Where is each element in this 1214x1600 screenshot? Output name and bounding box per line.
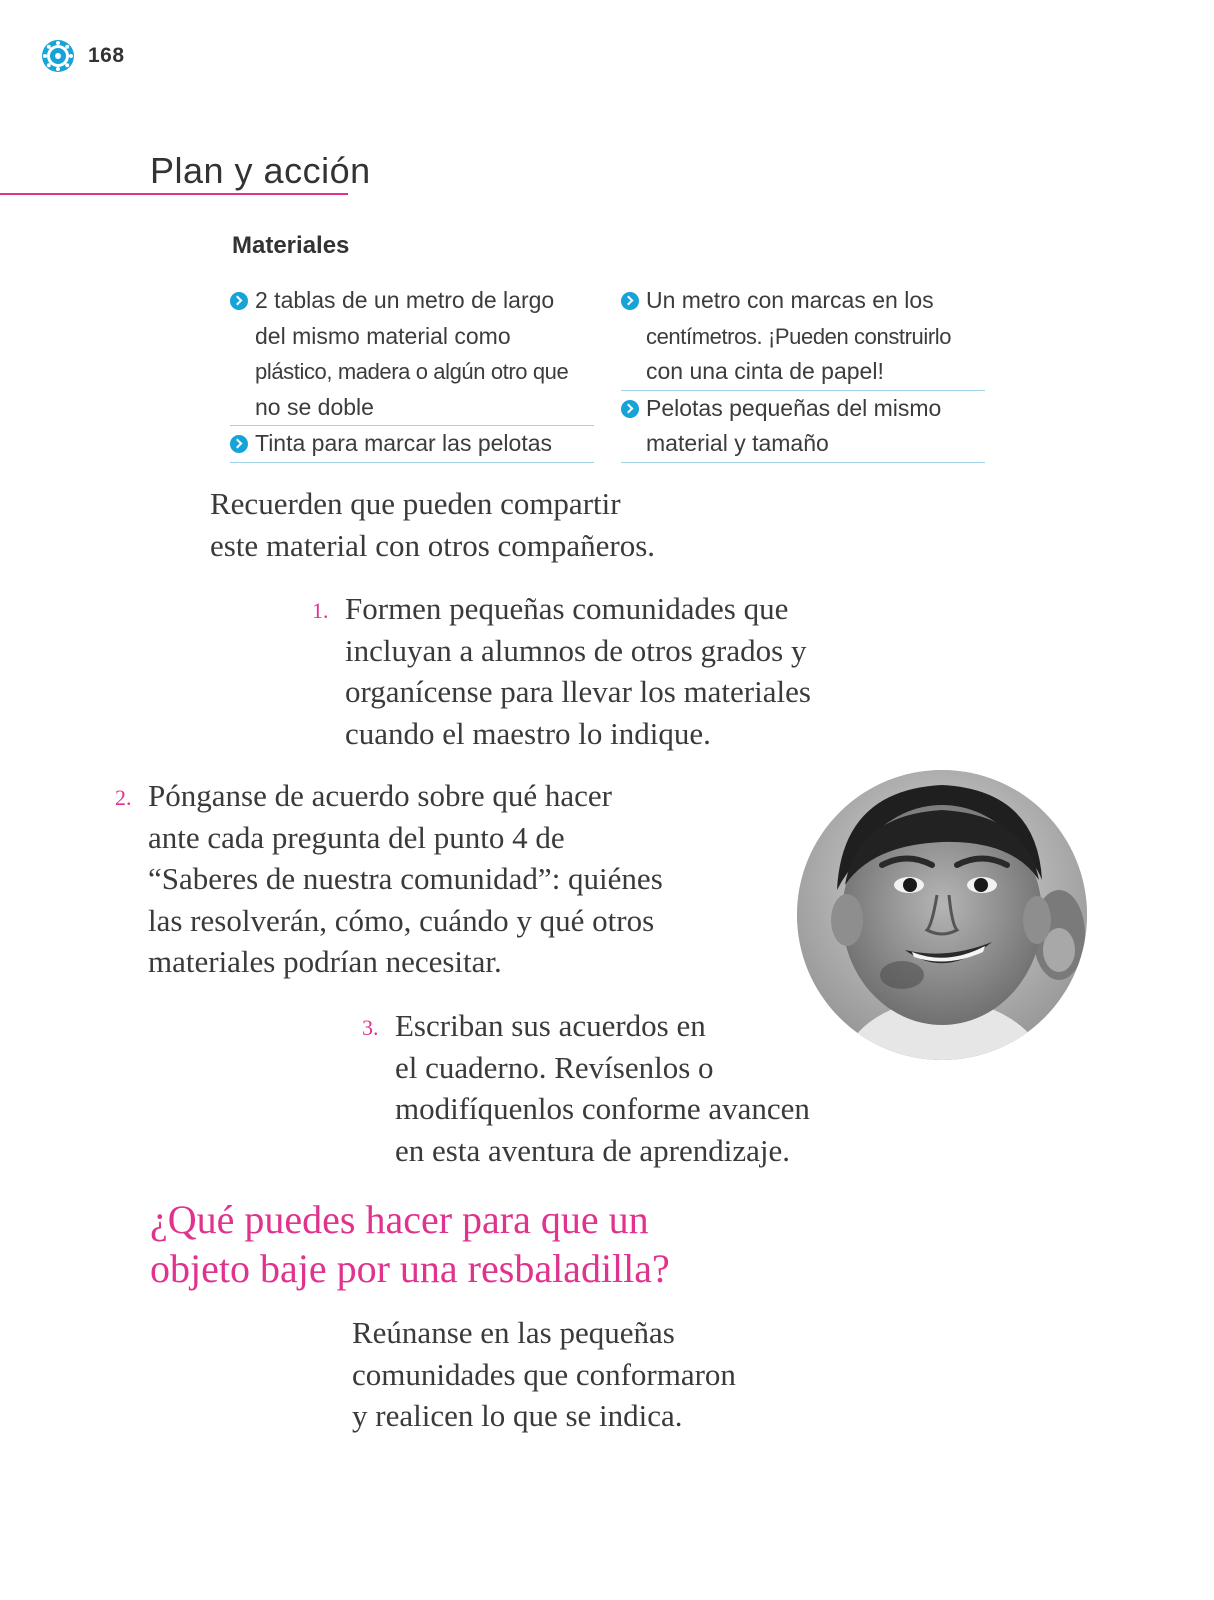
step-line: cuando el maestro lo indique. (345, 715, 711, 751)
chevron-right-circle-icon (621, 292, 639, 310)
material-line: material y tamaño (646, 430, 829, 456)
child-portrait-photo (797, 770, 1087, 1060)
closing-paragraph (352, 1312, 736, 1437)
step-line: Formen pequeñas comunidades que (345, 591, 789, 626)
step-line: el cuaderno. Revísenlos o (395, 1049, 714, 1085)
step-2 (115, 775, 663, 983)
step-number: 1. (312, 598, 329, 623)
question-line: objeto baje por una resbaladilla? (150, 1246, 670, 1291)
material-line: 2 tablas de un metro de largo (255, 287, 555, 313)
step-line: “Saberes de nuestra comunidad”: quiénes (148, 861, 663, 896)
material-line: no se doble (255, 393, 374, 420)
flower-ornament-icon (40, 38, 76, 74)
paragraph-line: comunidades que conformaron (352, 1356, 736, 1392)
step-line: las resolverán, cómo, cuándo y qué otros (148, 902, 655, 938)
step-line: materiales podrían necesitar. (148, 944, 502, 979)
step-number: 2. (115, 785, 132, 810)
step-1 (312, 588, 811, 754)
material-line: con una cinta de papel! (646, 358, 884, 384)
step-line: Escriban sus acuerdos en (395, 1008, 706, 1043)
step-line: Pónganse de acuerdo sobre qué hacer (148, 778, 612, 813)
materials-list-left (230, 283, 594, 463)
step-line: incluyan a alumnos de otros grados y (345, 632, 807, 668)
step-line: organícense para llevar los materiales (345, 674, 811, 709)
question-heading (150, 1195, 670, 1293)
section-title-underline (0, 193, 348, 195)
chevron-right-circle-icon (230, 435, 248, 453)
material-line: Pelotas pequeñas del mismo (646, 394, 942, 421)
paragraph-line: Reúnanse en las pequeñas (352, 1315, 675, 1350)
paragraph-line: este material con otros compañeros. (210, 528, 656, 563)
paragraph-line: y realicen lo que se indica. (352, 1398, 683, 1433)
section-title: Plan y acción (150, 150, 371, 191)
step-number: 3. (362, 1015, 379, 1040)
material-line: centímetros. ¡Pueden construirlo (646, 323, 952, 349)
material-line: Tinta para marcar las pelotas (255, 430, 553, 456)
chevron-right-circle-icon (230, 292, 248, 310)
material-item (230, 283, 594, 426)
intro-paragraph (210, 483, 655, 567)
material-item (230, 426, 594, 463)
material-line: Un metro con marcas en los (646, 287, 934, 313)
page-number: 168 (88, 44, 125, 67)
material-line: plástico, madera o algún otro que (255, 359, 569, 384)
question-line: ¿Qué puedes hacer para que un (150, 1197, 649, 1242)
child-portrait-image (797, 770, 1087, 1060)
step-line: en esta aventura de aprendizaje. (395, 1132, 791, 1168)
chevron-right-circle-icon (621, 400, 639, 418)
step-line: ante cada pregunta del punto 4 de (148, 819, 565, 855)
material-item (621, 391, 985, 463)
step-line: modifíquenlos conforme avancen (395, 1091, 810, 1126)
material-item (621, 283, 985, 391)
step-3 (362, 1005, 810, 1171)
paragraph-line: Recuerden que pueden compartir (210, 486, 621, 521)
materials-list-right (621, 283, 985, 463)
material-line: del mismo material como (255, 322, 511, 349)
materials-heading: Materiales (232, 232, 350, 259)
